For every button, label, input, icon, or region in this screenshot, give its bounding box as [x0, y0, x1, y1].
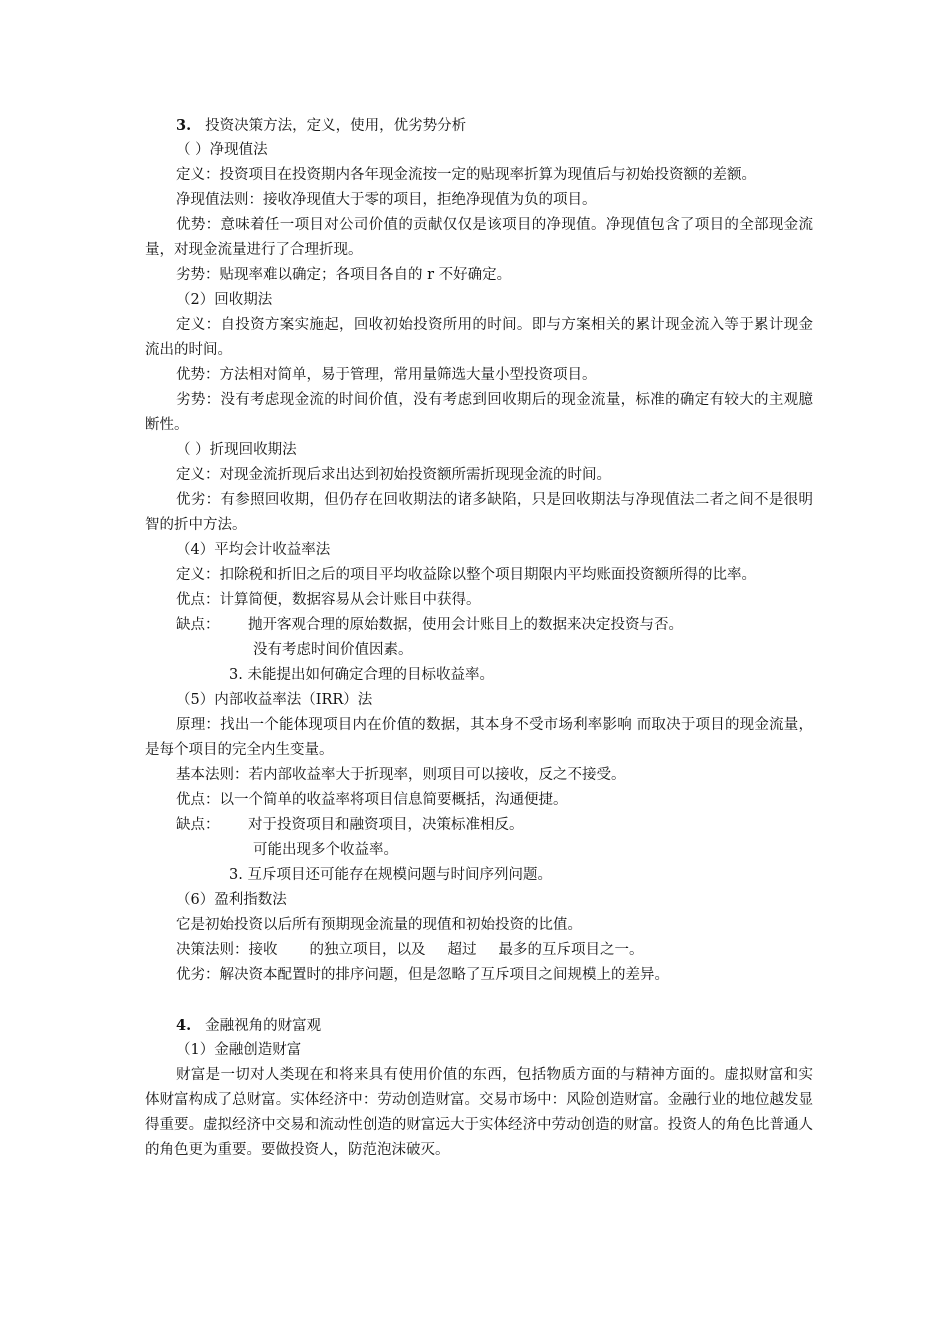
- pi-pros-cons: 优劣：解决资本配置时的排序问题，但是忽略了互斥项目之间规模上的差异。: [176, 967, 669, 983]
- aar-heading: （4）平均会计收益率法: [176, 542, 331, 558]
- aar-pro: 优点：计算简便，数据容易从会计账目中获得。: [176, 592, 481, 608]
- pi-heading: （6）盈利指数法: [176, 892, 287, 908]
- discounted-payback-pros-cons: 优劣：有参照回收期，但仍存在回收期法的诸多缺陷，只是回收期法与净现值法二者之间不是很明智的折中方法。: [145, 492, 813, 533]
- npv-rule: 净现值法则：接收净现值大于零的项目，拒绝净现值为负的项目。: [176, 192, 597, 208]
- npv-disadvantage: 劣势：贴现率难以确定；各项目各自的 r 不好确定。: [176, 267, 512, 283]
- section-3-heading: [145, 113, 813, 138]
- irr-principle: 原理：找出一个能体现项目内在价值的数据，其本身不受市场利率影响 而取决于项目的现金流量，是每个项目的完全内生变量。: [145, 717, 813, 758]
- payback-disadvantage: 劣势：没有考虑现金流的时间价值，没有考虑到回收期后的现金流量，标准的确定有较大的主观臆断性。: [145, 392, 813, 433]
- irr-heading: （5）内部收益率法（IRR）法: [176, 692, 373, 708]
- irr-con-3: 3. 互斥项目还可能存在规模问题与时间序列问题。: [229, 867, 552, 883]
- payback-definition: 定义：自投资方案实施起，回收初始投资所用的时间。即与方案相关的累计现金流入等于累计现金流出的时间。: [145, 317, 813, 358]
- npv-heading: （ ）净现值法: [176, 142, 268, 158]
- payback-heading: （2）回收期法: [176, 292, 273, 308]
- section-number: 3.: [176, 117, 192, 134]
- aar-con-1: 缺点： 抛开客观合理的原始数据，使用会计账目上的数据来决定投资与否。: [176, 617, 683, 633]
- spacer: [145, 988, 813, 1013]
- section-number: 4.: [176, 1017, 192, 1034]
- section-4-heading: [145, 1013, 813, 1038]
- irr-con-1: 缺点： 对于投资项目和融资项目，决策标准相反。: [176, 817, 524, 833]
- discounted-payback-definition: 定义：对现金流折现后求出达到初始投资额所需折现现金流的时间。: [176, 467, 611, 483]
- wealth-heading: （1）金融创造财富: [176, 1042, 302, 1058]
- payback-advantage: 优势：方法相对简单，易于管理，常用量筛选大量小型投资项目。: [176, 367, 597, 383]
- pi-rule: 决策法则：接收 的独立项目，以及 超过 最多的互斥项目之一。: [176, 942, 644, 958]
- section-title: 金融视角的财富观: [205, 1018, 322, 1034]
- wealth-body: 财富是一切对人类现在和将来具有使用价值的东西，包括物质方面的与精神方面的。虚拟财富和实体财富构成了总财富。实体经济中：劳动创造财富。交易市场中：风险创造财富。金融行业的地位越发显得重要。虚拟经济中交易和流动性创造的财富远大于实体经济中劳动创造的财富。投资人的角色比普通人的角色更为重要。要做投资人，防范泡沫破灭。: [145, 1067, 813, 1158]
- aar-con-3: 3. 未能提出如何确定合理的目标收益率。: [229, 667, 494, 683]
- pi-definition: 它是初始投资以后所有预期现金流量的现值和初始投资的比值。: [176, 917, 582, 933]
- npv-definition: 定义：投资项目在投资期内各年现金流按一定的贴现率折算为现值后与初始投资额的差额。: [176, 167, 756, 183]
- irr-con-2: 可能出现多个收益率。: [253, 842, 398, 858]
- section-title: 投资决策方法，定义，使用，优劣势分析: [205, 118, 467, 134]
- discounted-payback-heading: （ ）折现回收期法: [176, 442, 297, 458]
- aar-definition: 定义：扣除税和折旧之后的项目平均收益除以整个项目期限内平均账面投资额所得的比率。: [176, 567, 756, 583]
- document-page: [145, 113, 813, 1163]
- irr-pro: 优点：以一个简单的收益率将项目信息简要概括，沟通便捷。: [176, 792, 568, 808]
- aar-con-2: 没有考虑时间价值因素。: [253, 642, 413, 658]
- irr-rule: 基本法则：若内部收益率大于折现率，则项目可以接收，反之不接受。: [176, 767, 626, 783]
- npv-advantage: 优势：意味着任一项目对公司价值的贡献仅仅是该项目的净现值。净现值包含了项目的全部现金流量，对现金流量进行了合理折现。: [145, 217, 813, 258]
